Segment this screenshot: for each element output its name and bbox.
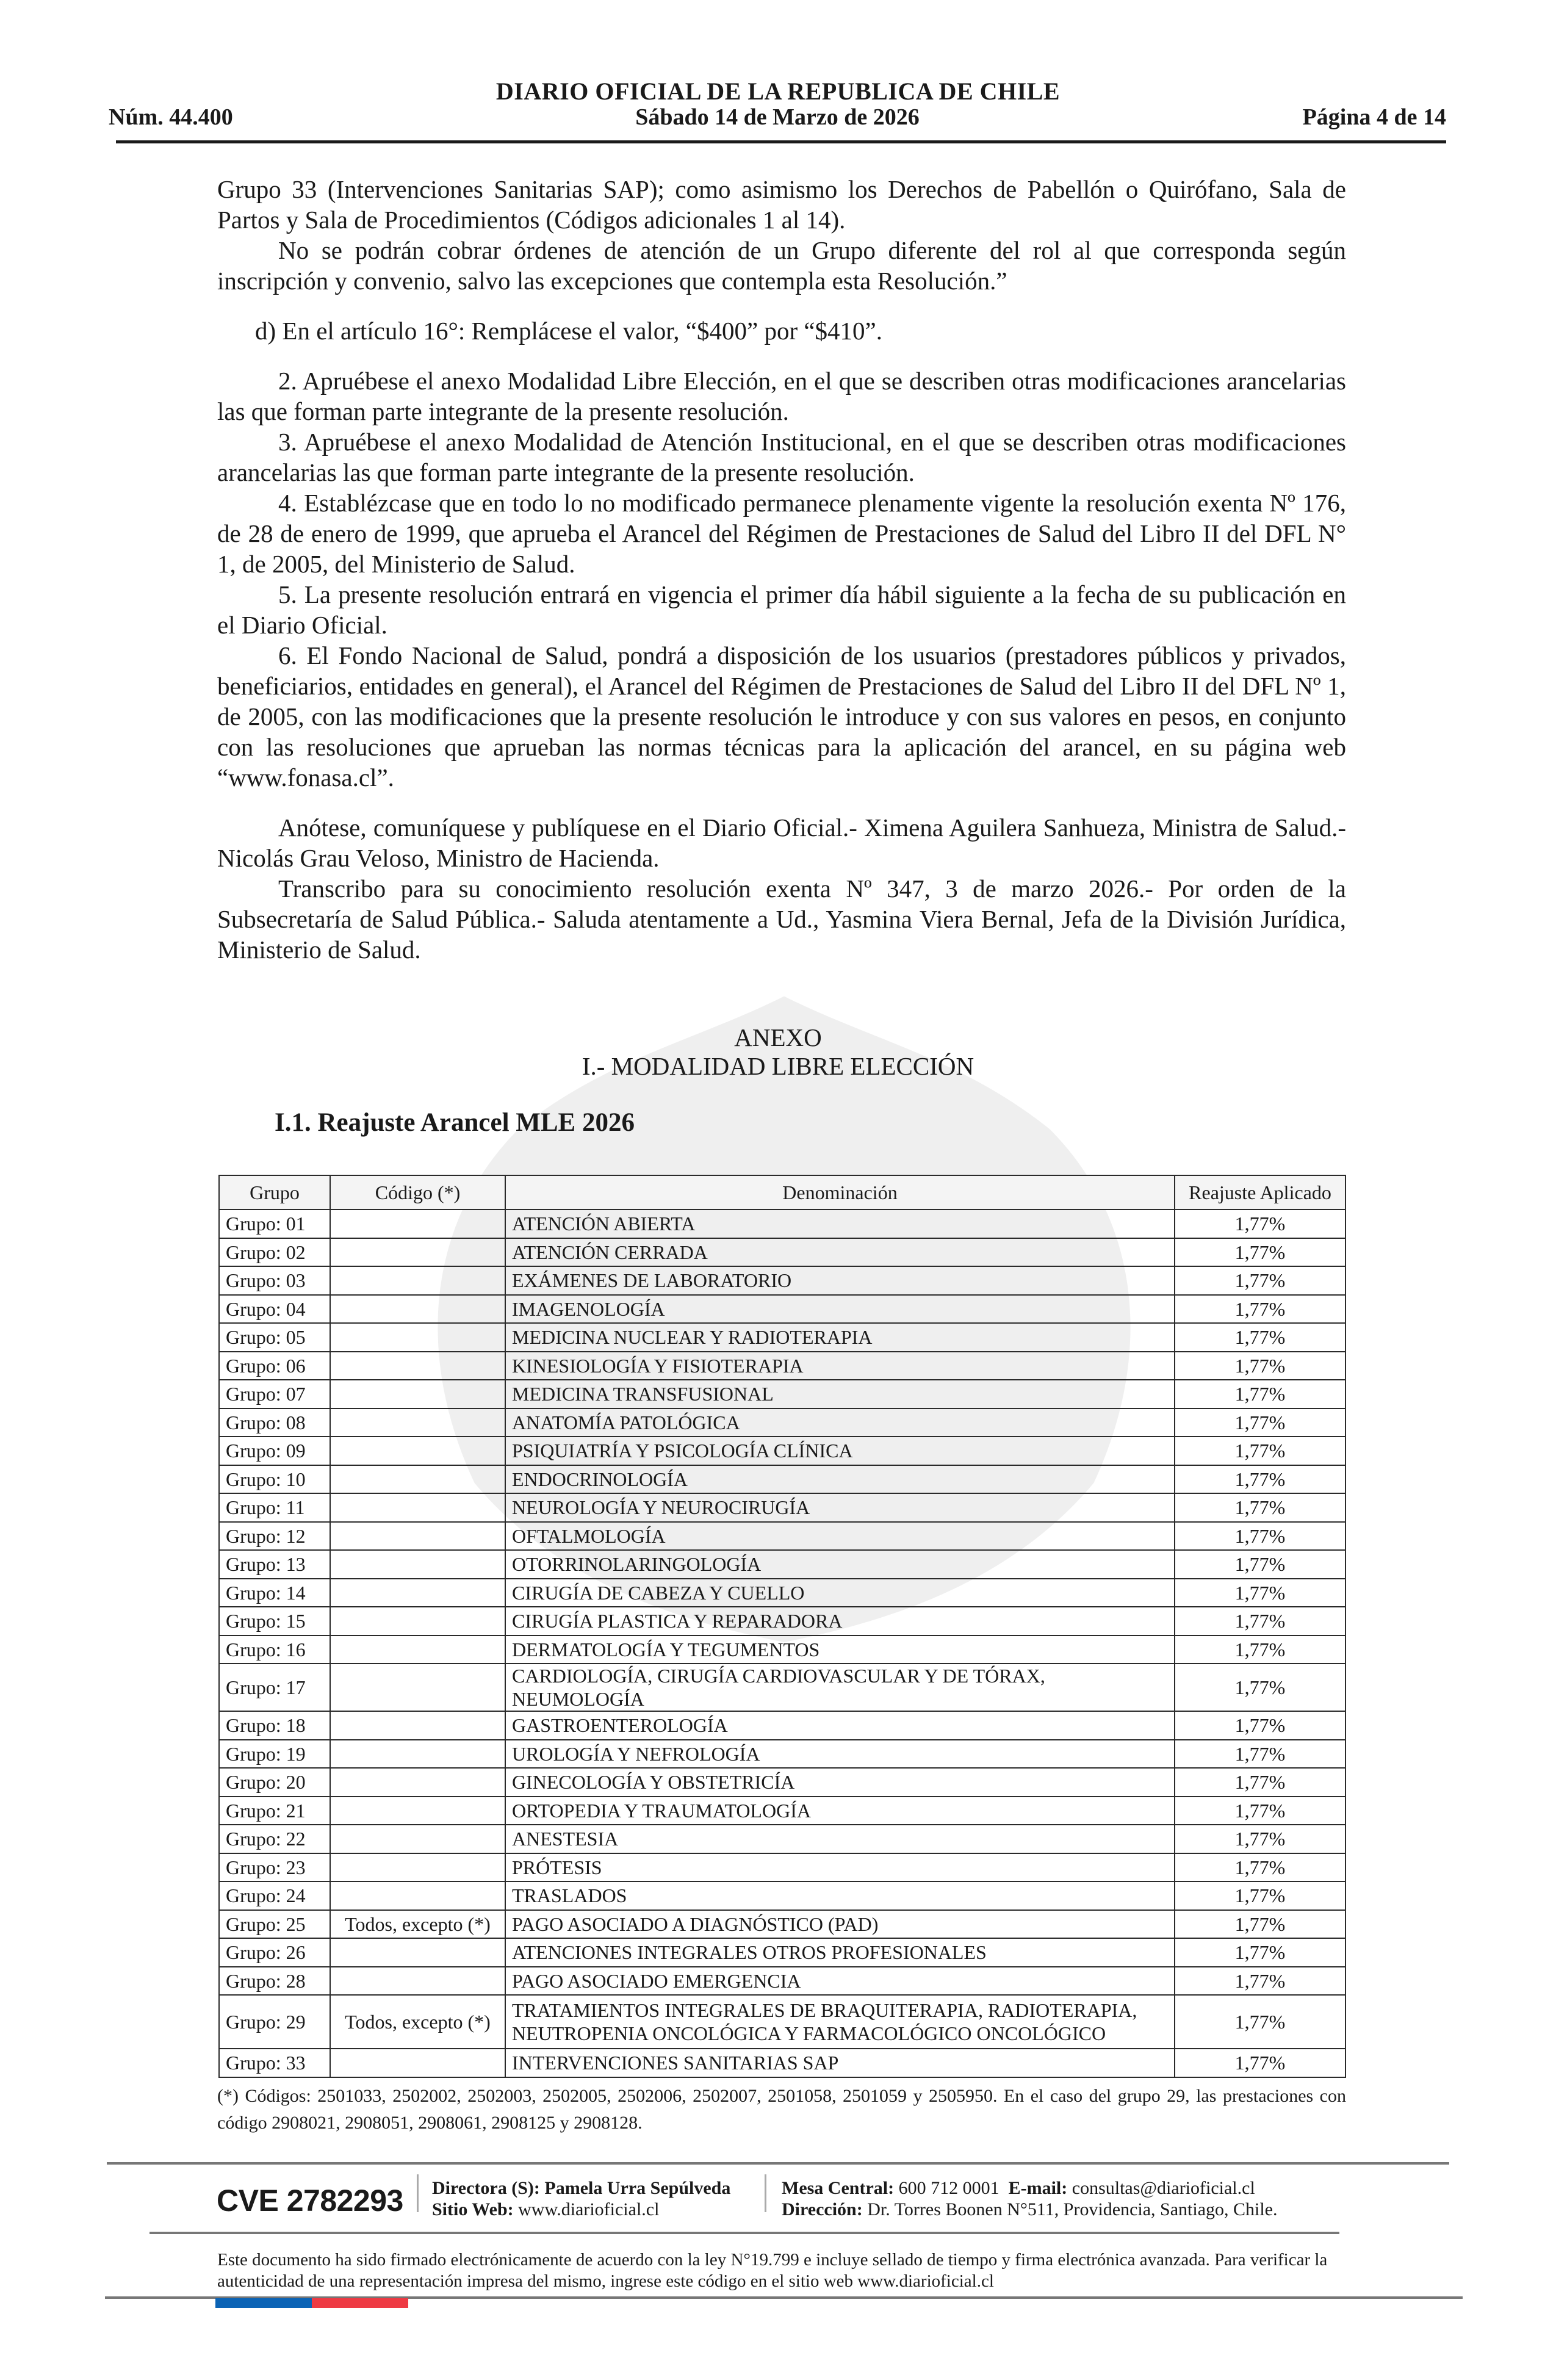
codigo-cell <box>330 1938 505 1967</box>
grupo-cell: Grupo: 16 <box>219 1635 330 1664</box>
codigo-cell <box>330 1380 505 1408</box>
reajuste-cell: 1,77% <box>1175 1380 1345 1408</box>
electronic-signature-notice: Este documento ha sido firmado electrónicamente de acuerdo con la ley N°19.799 e incluye sellado de tiempo y firma electrónica avanzada. Para verificar la autenticidad de una representación impresa del mismo, ingrese este código en el sitio web www.diarioficial.cl <box>217 2250 1328 2291</box>
grupo-cell: Grupo: 26 <box>219 1938 330 1967</box>
table-row <box>219 1579 1345 1607</box>
grupo-cell: Grupo: 33 <box>219 2049 330 2077</box>
reajuste-cell: 1,77% <box>1175 1579 1345 1607</box>
table-row <box>219 1493 1345 1522</box>
reajuste-cell: 1,77% <box>1175 1797 1345 1825</box>
table-row <box>219 1967 1345 1996</box>
grupo-cell: Grupo: 24 <box>219 1881 330 1910</box>
footer-divider-top <box>107 2162 1449 2165</box>
paragraph-5: 5. La presente resolución entrará en vigencia el primer día hábil siguiente a la fecha de su publicación en el Diario Oficial. <box>217 580 1346 639</box>
table-row <box>219 1938 1345 1967</box>
table-row <box>219 1881 1345 1910</box>
reajuste-cell: 1,77% <box>1175 1465 1345 1494</box>
codigo-cell <box>330 1768 505 1797</box>
denominacion-cell: NEUROLOGÍA Y NEUROCIRUGÍA <box>505 1493 1175 1522</box>
grupo-cell: Grupo: 18 <box>219 1711 330 1740</box>
codigo-cell <box>330 1352 505 1380</box>
table-row <box>219 1664 1345 1711</box>
address: Dr. Torres Boonen N°511, Providencia, Santiago, Chile. <box>867 2199 1278 2220</box>
codigo-cell <box>330 1210 505 1238</box>
signature-paragraph: Anótese, comuníquese y publíquese en el Diario Oficial.- Ximena Aguilera Sanhueza, Ministra de Salud.- Nicolás Grau Veloso, Ministro de Hacienda. <box>217 813 1346 872</box>
reajuste-cell: 1,77% <box>1175 1740 1345 1769</box>
table-row <box>219 1238 1345 1267</box>
grupo-cell: Grupo: 05 <box>219 1323 330 1352</box>
codigo-cell <box>330 1797 505 1825</box>
section-heading: I.1. Reajuste Arancel MLE 2026 <box>275 1108 635 1137</box>
website-label: Sitio Web: <box>432 2199 514 2220</box>
grupo-cell: Grupo: 15 <box>219 1607 330 1635</box>
footer-contact-block <box>782 2177 1278 2220</box>
reajuste-cell: 1,77% <box>1175 1522 1345 1551</box>
grupo-cell: Grupo: 23 <box>219 1853 330 1882</box>
grupo-cell: Grupo: 06 <box>219 1352 330 1380</box>
reajuste-cell: 1,77% <box>1175 1664 1345 1711</box>
grupo-cell: Grupo: 25 <box>219 1910 330 1939</box>
reajuste-cell: 1,77% <box>1175 1607 1345 1635</box>
denominacion-cell: EXÁMENES DE LABORATORIO <box>505 1266 1175 1295</box>
denominacion-cell: ATENCIÓN CERRADA <box>505 1238 1175 1267</box>
codigo-cell <box>330 1323 505 1352</box>
table-row <box>219 1910 1345 1939</box>
table-row <box>219 1853 1345 1882</box>
codigo-cell <box>330 1711 505 1740</box>
denominacion-cell: IMAGENOLOGÍA <box>505 1295 1175 1324</box>
table-row <box>219 1266 1345 1295</box>
denominacion-cell: ORTOPEDIA Y TRAUMATOLOGÍA <box>505 1797 1175 1825</box>
table-row <box>219 1995 1345 2049</box>
reajuste-cell: 1,77% <box>1175 1408 1345 1437</box>
codigo-cell <box>330 1550 505 1579</box>
denominacion-cell: KINESIOLOGÍA Y FISIOTERAPIA <box>505 1352 1175 1380</box>
codigo-cell <box>330 1740 505 1769</box>
denominacion-cell: MEDICINA TRANSFUSIONAL <box>505 1380 1175 1408</box>
issue-date: Sábado 14 de Marzo de 2026 <box>635 104 920 130</box>
phone-label: Mesa Central: <box>782 2178 895 2198</box>
reajuste-cell: 1,77% <box>1175 1550 1345 1579</box>
codigo-cell <box>330 1266 505 1295</box>
codigo-cell: Todos, excepto (*) <box>330 1910 505 1939</box>
column-header-codigo: Código (*) <box>330 1175 505 1210</box>
codigo-cell <box>330 1465 505 1494</box>
reajuste-cell: 1,77% <box>1175 1881 1345 1910</box>
denominacion-cell: UROLOGÍA Y NEFROLOGÍA <box>505 1740 1175 1769</box>
table-header-row <box>219 1175 1345 1210</box>
denominacion-cell: OTORRINOLARINGOLOGÍA <box>505 1550 1175 1579</box>
codigo-cell <box>330 1607 505 1635</box>
table-row <box>219 1437 1345 1465</box>
table-row <box>219 1210 1345 1238</box>
reajuste-cell: 1,77% <box>1175 1938 1345 1967</box>
denominacion-cell: TRASLADOS <box>505 1881 1175 1910</box>
denominacion-cell: GASTROENTEROLOGÍA <box>505 1711 1175 1740</box>
grupo-cell: Grupo: 29 <box>219 1995 330 2049</box>
table-row <box>219 1295 1345 1324</box>
table-row <box>219 1408 1345 1437</box>
table-row <box>219 1352 1345 1380</box>
paragraph-6: 6. El Fondo Nacional de Salud, pondrá a disposición de los usuarios (prestadores públicos y privados, beneficiarios, entidades en general), el Arancel del Régimen de Prestaciones de Salud del Libro II del DFL Nº 1, de 2005, con las modificaciones que la presente resolución le introduce y con sus valores en pesos, en conjunto con las resoluciones que aprueban las normas técnicas para la aplicación del arancel, en su página web “www.fonasa.cl”. <box>217 641 1346 792</box>
paragraph-item-d: d) En el artículo 16°: Remplácese el valor, “$400” por “$410”. <box>255 317 883 345</box>
footer-separator <box>765 2174 766 2212</box>
denominacion-cell: CIRUGÍA PLASTICA Y REPARADORA <box>505 1607 1175 1635</box>
denominacion-cell: ANESTESIA <box>505 1825 1175 1853</box>
header-row <box>109 104 1446 134</box>
denominacion-cell: PAGO ASOCIADO A DIAGNÓSTICO (PAD) <box>505 1910 1175 1939</box>
codigo-cell <box>330 1522 505 1551</box>
paragraph-4: 4. Establézcase que en todo lo no modificado permanece plenamente vigente la resolución exenta Nº 176, de 28 de enero de 1999, que aprueba el Arancel del Régimen de Prestaciones de Salud del Libro II del DFL N° 1, de 2005, del Ministerio de Salud. <box>217 489 1346 578</box>
denominacion-cell: CIRUGÍA DE CABEZA Y CUELLO <box>505 1579 1175 1607</box>
flag-stripe-red <box>312 2298 408 2308</box>
flag-stripe-blue <box>215 2298 312 2308</box>
reajuste-cell: 1,77% <box>1175 1238 1345 1267</box>
annex-title: ANEXO <box>734 1023 822 1051</box>
paragraph-3: 3. Apruébese el anexo Modalidad de Atención Institucional, en el que se describen otras modificaciones arancelarias las que forman parte integrante de la presente resolución. <box>217 428 1346 486</box>
codigo-cell <box>330 1635 505 1664</box>
annex-subtitle: I.- MODALIDAD LIBRE ELECCIÓN <box>582 1052 974 1080</box>
paragraph: Grupo 33 (Intervenciones Sanitarias SAP); como asimismo los Derechos de Pabellón o Quirófano, Sala de Partos y Sala de Procedimientos (Códigos adicionales 1 al 14). <box>217 175 1346 234</box>
grupo-cell: Grupo: 28 <box>219 1967 330 1996</box>
reajuste-cell: 1,77% <box>1175 1711 1345 1740</box>
table-row <box>219 1550 1345 1579</box>
denominacion-cell: CARDIOLOGÍA, CIRUGÍA CARDIOVASCULAR Y DE TÓRAX, NEUMOLOGÍA <box>505 1664 1175 1711</box>
reajuste-cell: 1,77% <box>1175 1493 1345 1522</box>
table-row <box>219 2049 1345 2077</box>
reajuste-cell: 1,77% <box>1175 1853 1345 1882</box>
grupo-cell: Grupo: 02 <box>219 1238 330 1267</box>
grupo-cell: Grupo: 07 <box>219 1380 330 1408</box>
reajuste-cell: 1,77% <box>1175 1910 1345 1939</box>
transcription-paragraph: Transcribo para su conocimiento resolución exenta Nº 347, 3 de marzo 2026.- Por orden de la Subsecretaría de Salud Pública.- Saluda atentamente a Ud., Yasmina Viera Bernal, Jefa de la División Jurídica, Ministerio de Salud. <box>217 874 1346 964</box>
denominacion-cell: OFTALMOLOGÍA <box>505 1522 1175 1551</box>
footer-divider-mid <box>149 2232 1339 2234</box>
address-label: Dirección: <box>782 2199 863 2220</box>
codigo-cell: Todos, excepto (*) <box>330 1995 505 2049</box>
codigo-cell <box>330 1853 505 1882</box>
denominacion-cell: PSIQUIATRÍA Y PSICOLOGÍA CLÍNICA <box>505 1437 1175 1465</box>
director-label: Directora (S): <box>432 2178 540 2198</box>
table-row <box>219 1797 1345 1825</box>
grupo-cell: Grupo: 12 <box>219 1522 330 1551</box>
denominacion-cell: DERMATOLOGÍA Y TEGUMENTOS <box>505 1635 1175 1664</box>
grupo-cell: Grupo: 17 <box>219 1664 330 1711</box>
codigo-cell <box>330 1825 505 1853</box>
grupo-cell: Grupo: 04 <box>219 1295 330 1324</box>
newspaper-title: DIARIO OFICIAL DE LA REPUBLICA DE CHILE <box>495 78 1061 105</box>
table-row <box>219 1768 1345 1797</box>
denominacion-cell: MEDICINA NUCLEAR Y RADIOTERAPIA <box>505 1323 1175 1352</box>
codigo-cell <box>330 1881 505 1910</box>
table-row <box>219 1635 1345 1664</box>
reajuste-cell: 1,77% <box>1175 1323 1345 1352</box>
grupo-cell: Grupo: 14 <box>219 1579 330 1607</box>
denominacion-cell: INTERVENCIONES SANITARIAS SAP <box>505 2049 1175 2077</box>
reajuste-cell: 1,77% <box>1175 1210 1345 1238</box>
cve-code: CVE 2782293 <box>217 2183 403 2218</box>
email-label: E-mail: <box>1008 2178 1068 2198</box>
grupo-cell: Grupo: 09 <box>219 1437 330 1465</box>
denominacion-cell: ENDOCRINOLOGÍA <box>505 1465 1175 1494</box>
website-link[interactable]: www.diarioficial.cl <box>518 2199 660 2220</box>
table-row <box>219 1380 1345 1408</box>
reajuste-cell: 1,77% <box>1175 1295 1345 1324</box>
table-body <box>219 1210 1345 2077</box>
phone-number: 600 712 0001 <box>898 2178 1000 2198</box>
footer-separator <box>417 2174 419 2212</box>
codigo-cell <box>330 1408 505 1437</box>
resolution-body <box>217 174 1346 965</box>
codigo-cell <box>330 1664 505 1711</box>
table-row <box>219 1323 1345 1352</box>
grupo-cell: Grupo: 22 <box>219 1825 330 1853</box>
column-header-denominacion: Denominación <box>505 1175 1175 1210</box>
email-link[interactable]: consultas@diarioficial.cl <box>1072 2178 1255 2198</box>
grupo-cell: Grupo: 11 <box>219 1493 330 1522</box>
reajuste-cell: 1,77% <box>1175 1266 1345 1295</box>
denominacion-cell: ATENCIÓN ABIERTA <box>505 1210 1175 1238</box>
paragraph: No se podrán cobrar órdenes de atención de un Grupo diferente del rol al que corresponda según inscripción y convenio, salvo las excepciones que contempla esta Resolución.” <box>217 236 1346 295</box>
grupo-cell: Grupo: 13 <box>219 1550 330 1579</box>
reajuste-cell: 1,77% <box>1175 1768 1345 1797</box>
denominacion-cell: GINECOLOGÍA Y OBSTETRICÍA <box>505 1768 1175 1797</box>
table-row <box>219 1465 1345 1494</box>
reajuste-cell: 1,77% <box>1175 1437 1345 1465</box>
issue-number: Núm. 44.400 <box>109 104 233 130</box>
codigo-cell <box>330 1579 505 1607</box>
codigo-cell <box>330 1437 505 1465</box>
footer-director-block <box>432 2177 730 2220</box>
column-header-grupo: Grupo <box>219 1175 330 1210</box>
grupo-cell: Grupo: 20 <box>219 1768 330 1797</box>
grupo-cell: Grupo: 21 <box>219 1797 330 1825</box>
director-name: Pamela Urra Sepúlveda <box>544 2178 731 2198</box>
codigo-cell <box>330 1493 505 1522</box>
tariff-adjustment-table <box>218 1175 1346 2078</box>
page-number: Página 4 de 14 <box>1302 104 1446 130</box>
reajuste-cell: 1,77% <box>1175 1352 1345 1380</box>
reajuste-cell: 1,77% <box>1175 2049 1345 2077</box>
reajuste-cell: 1,77% <box>1175 1635 1345 1664</box>
denominacion-cell: PRÓTESIS <box>505 1853 1175 1882</box>
denominacion-cell: TRATAMIENTOS INTEGRALES DE BRAQUITERAPIA, RADIOTERAPIA, NEUTROPENIA ONCOLÓGICA Y FARMACOLÓGICO ONCOLÓGICO <box>505 1995 1175 2049</box>
reajuste-cell: 1,77% <box>1175 1995 1345 2049</box>
denominacion-cell: PAGO ASOCIADO EMERGENCIA <box>505 1967 1175 1996</box>
grupo-cell: Grupo: 19 <box>219 1740 330 1769</box>
grupo-cell: Grupo: 08 <box>219 1408 330 1437</box>
grupo-cell: Grupo: 03 <box>219 1266 330 1295</box>
table-row <box>219 1522 1345 1551</box>
table-row <box>219 1825 1345 1853</box>
table-row <box>219 1740 1345 1769</box>
codigo-cell <box>330 2049 505 2077</box>
table-footnote: (*) Códigos: 2501033, 2502002, 2502003, 2502005, 2502006, 2502007, 2501058, 2501059 y 2505950. En el caso del grupo 29, las prestaciones con código 2908021, 2908051, 2908061, 2908125 y 2908128. <box>217 2086 1346 2133</box>
codigo-cell <box>330 1238 505 1267</box>
column-header-reajuste: Reajuste Aplicado <box>1175 1175 1345 1210</box>
header-divider <box>116 140 1446 143</box>
reajuste-cell: 1,77% <box>1175 1825 1345 1853</box>
codigo-cell <box>330 1295 505 1324</box>
denominacion-cell: ANATOMÍA PATOLÓGICA <box>505 1408 1175 1437</box>
denominacion-cell: ATENCIONES INTEGRALES OTROS PROFESIONALES <box>505 1938 1175 1967</box>
table-row <box>219 1711 1345 1740</box>
grupo-cell: Grupo: 10 <box>219 1465 330 1494</box>
table-row <box>219 1607 1345 1635</box>
reajuste-cell: 1,77% <box>1175 1967 1345 1996</box>
grupo-cell: Grupo: 01 <box>219 1210 330 1238</box>
paragraph-2: 2. Apruébese el anexo Modalidad Libre Elección, en el que se describen otras modificaciones arancelarias las que forman parte integrante de la presente resolución. <box>217 367 1346 425</box>
codigo-cell <box>330 1967 505 1996</box>
